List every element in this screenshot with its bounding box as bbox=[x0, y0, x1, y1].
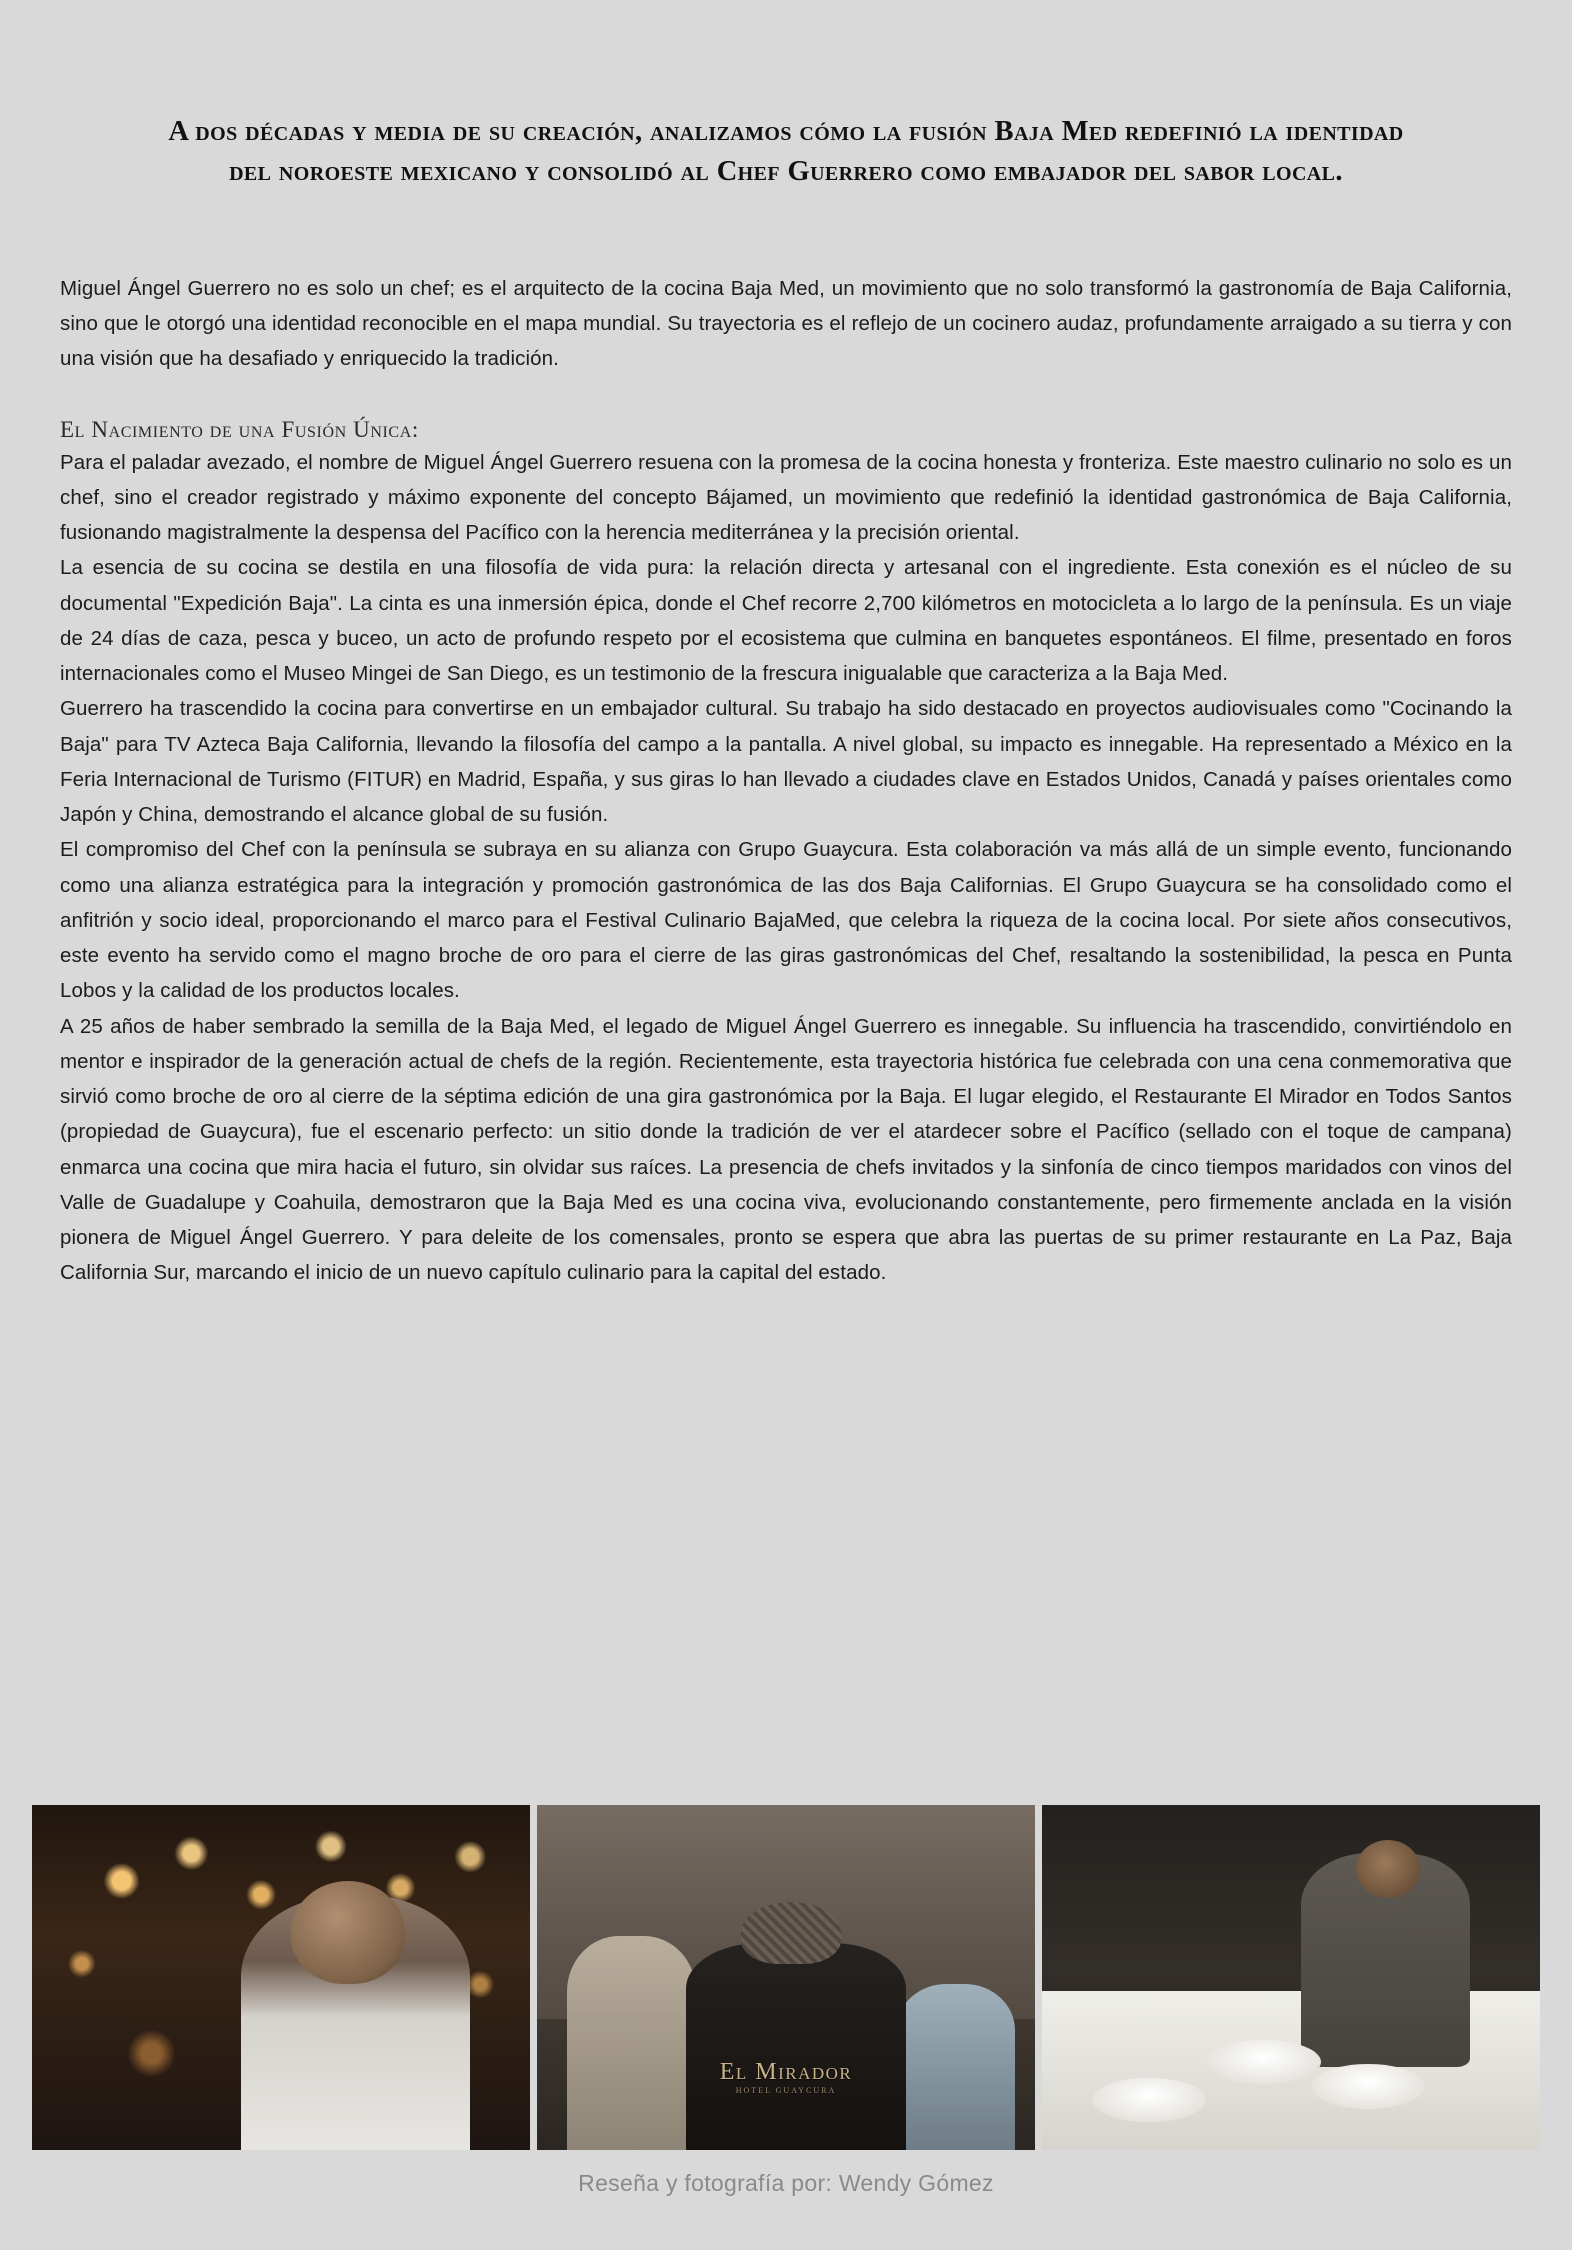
chef-portrait-photo bbox=[32, 1805, 530, 2150]
kitchen-staff-photo bbox=[537, 1805, 1035, 2150]
body-paragraph-3: Guerrero ha trascendido la cocina para convertirse en un embajador cultural. Su trabajo ha sido destacado en proyectos audiovisuales como "Cocinando la Baja" para TV Azteca Baja California, llevando la filosofía del campo a la pantalla. A nivel global, su impacto es innegable. Ha representado a México en la Feria Internacional de Turismo (FITUR) en Madrid, España, y sus giras lo han llevado a ciudades clave en Estados Unidos, Canadá y países orientales como Japón y China, demostrando el alcance global de su fusión. bbox=[60, 697, 1512, 827]
section-heading: El Nacimiento de una Fusión Única: bbox=[60, 416, 419, 442]
plating-chef-head bbox=[1356, 1840, 1421, 1899]
chef-plating-photo bbox=[1042, 1805, 1540, 2150]
body-paragraph-1: Para el paladar avezado, el nombre de Miguel Ángel Guerrero resuena con la promesa de la cocina honesta y fronteriza. Este maestro culinario no solo es un chef, sino el creador registrado y máximo exponente del concepto Bájamed, un movimiento que redefinió la identidad gastronómica de Baja California, fusionando magistralmente la despensa del Pacífico con la herencia mediterránea y la precisión oriental. bbox=[60, 450, 1512, 545]
page-title: A dos décadas y media de su creación, analizamos cómo la fusión Baja Med redefinió la identidad del noroeste mexicano y consolidó al Chef Guerrero como embajador del sabor local. bbox=[168, 116, 1404, 188]
body-paragraph-5: A 25 años de haber sembrado la semilla de la Baja Med, el legado de Miguel Ángel Guerrero es innegable. Su influencia ha trascendido, convirtiéndolo en mentor e inspirador de la generación actual de chefs de la región. Recientemente, esta trayectoria histórica fue celebrada con una cena conmemorativa que sirvió como broche de oro al cierre de la séptima edición de una gira gastronómica por la Baja. El lugar elegido, el Restaurante El Mirador en Todos Santos (propiedad de Guaycura), fue el escenario perfecto: un sitio donde la tradición de ver el atardecer sobre el Pacífico (sellado con el toque de campana) enmarca una cocina que mira hacia el futuro, sin olvidar sus raíces. La presencia de chefs invitados y la sinfonía de cinco tiempos maridados con vinos del Valle de Guadalupe y Coahuila, demostraron que la Baja Med es una cocina viva, evolucionando constantemente, pero firmemente anclada en la visión pionera de Miguel Ángel Guerrero. Y para deleite de los comensales, pronto se espera que abra las puertas de su primer restaurante en La Paz, Baja California Sur, marcando el inicio de un nuevo capítulo culinario para la capital del estado. bbox=[60, 1014, 1512, 1285]
body-paragraph-2: La esencia de su cocina se destila en una filosofía de vida pura: la relación directa y artesanal con el ingrediente. Esta conexión es el núcleo de su documental "Expedición Baja". La cinta es una inmersión épica, donde el Chef recorre 2,700 kilómetros en motocicleta a lo largo de la península. Es un viaje de 24 días de caza, pesca y buceo, un acto de profundo respeto por el ecosistema que culmina en banquetes espontáneos. El filme, presentado en foros internacionales como el Museo Mingei de San Diego, es un testimonio de la frescura inigualable que caracteriza a la Baja Med. bbox=[60, 556, 1512, 686]
staff-left-shape bbox=[567, 1936, 696, 2150]
chef-cap-shape bbox=[741, 1902, 841, 1964]
intro-paragraph: Miguel Ángel Guerrero no es solo un chef; es el arquitecto de la cocina Baja Med, un movimiento que no solo transformó la gastronomía de Baja California, sino que le otorgó una identidad reconocible en el mapa mundial. Su trayectoria es el reflejo de un cocinero audaz, profundamente arraigado a su tierra y con una visión que ha desafiado y enriquecido la tradición. bbox=[60, 276, 1512, 371]
plate-two bbox=[1206, 2040, 1321, 2085]
el-mirador-logo bbox=[537, 2059, 1035, 2095]
chef-jacket-shape bbox=[686, 1943, 905, 2150]
el-mirador-logo-subtext: HOTEL GUAYCURA bbox=[735, 2085, 837, 2095]
el-mirador-logo-text: El Mirador bbox=[719, 2058, 853, 2085]
photo-credit: Reseña y fotografía por: Wendy Gómez bbox=[578, 2170, 994, 2196]
chef-head-shape bbox=[291, 1881, 406, 1985]
body-paragraph-4: El compromiso del Chef con la península se subraya en su alianza con Grupo Guaycura. Esta colaboración va más allá de un simple evento, funcionando como una alianza estratégica para la integración y promoción gastronómica de las dos Baja Californias. El Grupo Guaycura se ha consolidado como el anfitrión y socio ideal, proporcionando el marco para el Festival Culinario BajaMed, que celebra la riqueza de la cocina local. Por siete años consecutivos, este evento ha servido como el magno broche de oro para el cierre de las giras gastronómicas del Chef, resaltando la sostenibilidad, la pesca en Punta Lobos y la calidad de los productos locales. bbox=[60, 838, 1512, 1003]
plate-three bbox=[1311, 2064, 1426, 2109]
photo-gallery bbox=[0, 1805, 1572, 2150]
article-body bbox=[0, 193, 1572, 1291]
plate-one bbox=[1092, 2078, 1207, 2123]
